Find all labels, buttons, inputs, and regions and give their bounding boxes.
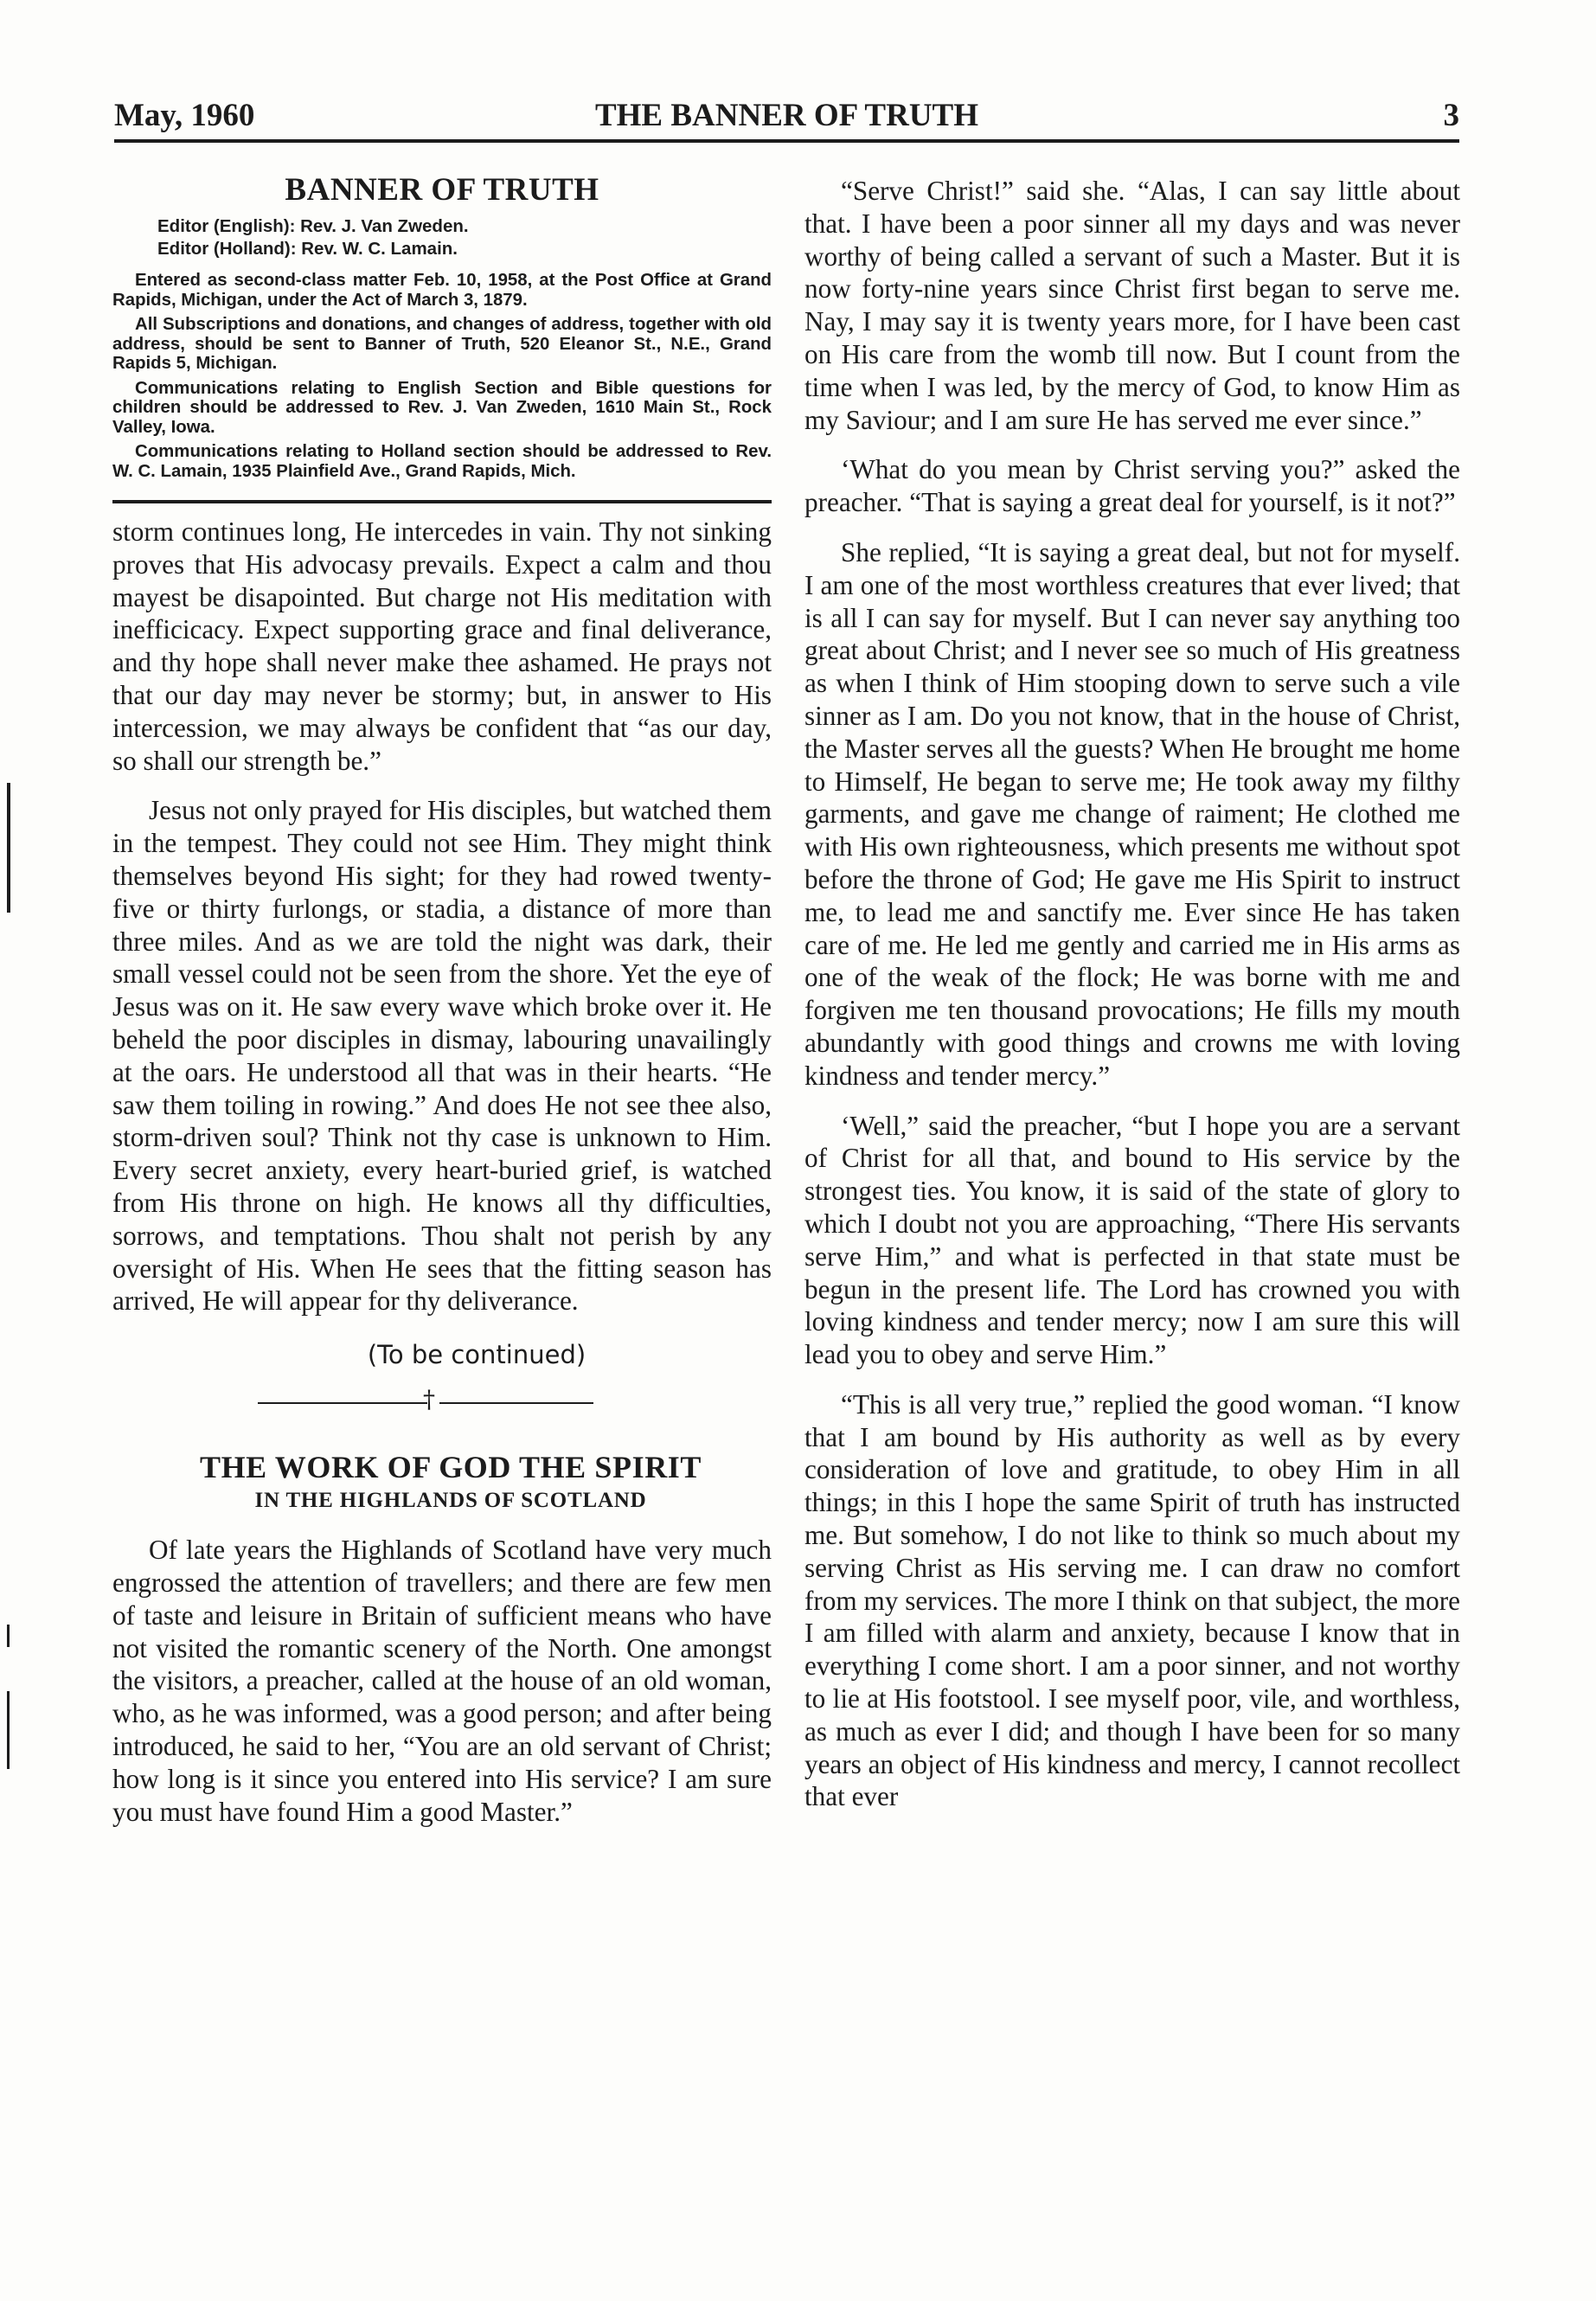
- running-header: [114, 97, 1459, 142]
- notice-english-section: Communications relating to English Section and Bible questions for children should be addressed to Rev. J. Van Zweden, 1610 Main St., Rock Valley, Iowa.: [112, 378, 772, 437]
- header-rule: [114, 139, 1459, 143]
- publication-title: THE BANNER OF TRUTH: [594, 98, 979, 133]
- notice-entry: Entered as second-class matter Feb. 10, 1958, at the Post Office at Grand Rapids, Michigan, under the Act of March 3, 1879.: [112, 271, 772, 310]
- scan-mark: [7, 1625, 10, 1647]
- editor-holland: Editor (Holland): Rev. W. C. Lamain.: [157, 239, 458, 259]
- article-subtitle: IN THE HIGHLANDS OF SCOTLAND: [254, 1489, 647, 1513]
- paragraph-preacher-question: ‘What do you mean by Christ serving you?” asked the preacher. “That is saying a great deal for yourself, is it not?”: [804, 454, 1460, 518]
- paragraph-preacher-well: ‘Well,” said the preacher, “but I hope you are a servant of Christ for all that, and bound to His service by the strongest ties. You know, it is said of the state of glory to which I doubt not you are approaching, “There His servants serve Him,” and what is perfected in that state must be begun in the present life. The Lord has crowned you with loving kindness and tender mercy; now I am sure this will lead you to obey and serve Him.”: [804, 1110, 1460, 1370]
- separator-line-left: [258, 1402, 427, 1404]
- paragraph-jesus-watched: Jesus not only prayed for His disciples, but watched them in the tempest. They could not see Him. They might think themselves beyond His sight; for they had rowed twenty-five or thirty furlongs, or stadia, a distance of more than three miles. And as we are told the night was dark, their small vessel could not be seen from the shore. Yet the eye of Jesus was on it. He saw every wave which broke over it. He beheld the poor disciples in dismay, labouring unavailingly at the oars. He understood all that was in their hearts. “He saw them toiling in rowing.” And does He not see thee also, storm-driven soul? Think not thy case is unknown to Him. Every secret anxiety, every heart-buried grief, is watched from His throne on high. He knows all thy difficulties, sorrows, and temptations. Thou shalt not perish by any oversight of His. When He sees that the fitting season has arrived, He will appear for thy deliverance.: [112, 795, 772, 1317]
- section-separator: [112, 1385, 772, 1420]
- right-column: [804, 175, 1460, 1813]
- masthead: [112, 171, 772, 503]
- paragraph-she-replied: She replied, “It is saying a great deal, but not for myself. I am one of the most worthless creatures that ever lived; that is all I can say for myself. But I can never say anything too great about Christ; and I never see so much of His greatness as when I think of Him stooping down to serve such a vile sinner as I am. Do you not know, that in the house of Christ, the Master serves all the guests? When He brought me home to Himself, He began to serve me; He took away my filthy garments, and gave me change of raiment; He clothed me with His own righteousness, which presents me without spot before the throne of God; He gave me His Spirit to instruct me, to lead me and sanctify me. Ever since He has taken care of me. He led me gently and carried me in His arms as one of the weak of the flock; He was borne with me and forgiven me ten thousand provocations; He fills my mouth abundantly with good things and crowns me with loving kindness and tender mercy.”: [804, 536, 1460, 1091]
- scan-mark: [7, 1691, 10, 1769]
- masthead-rule: [112, 500, 772, 503]
- article-title: THE WORK OF GOD THE SPIRIT: [199, 1450, 702, 1485]
- issue-date: May, 1960: [114, 98, 255, 133]
- notice-holland-section: Communications relating to Holland section should be addressed to Rev. W. C. Lamain, 1935 Plainfield Ave., Grand Rapids, Mich.: [112, 442, 772, 481]
- dagger-glyph: †: [423, 1385, 435, 1414]
- editor-english: Editor (English): Rev. J. Van Zweden.: [157, 216, 469, 236]
- to-be-continued: (To be continued): [367, 1340, 586, 1370]
- notice-subscriptions: All Subscriptions and donations, and changes of address, together with old address, should be sent to Banner of Truth, 520 Eleanor St., N.E., Grand Rapids 5, Michigan.: [112, 315, 772, 373]
- separator-line-right: [439, 1402, 593, 1404]
- masthead-title: BANNER OF TRUTH: [285, 172, 599, 208]
- paragraph-serve-christ: “Serve Christ!” said she. “Alas, I can say little about that. I have been a poor sinner all my days and was never worthy of being called a servant of such a Master. But it is now forty-nine years since Christ first began to serve me. Nay, I may say it is twenty years more, for I have been cast on His care from the womb till now. But I count from the time when I was led, by the mercy of God, to know Him as my Saviour; and I am sure He has served me ever since.”: [804, 176, 1460, 435]
- article-paragraph-1: Of late years the Highlands of Scotland have very much engrossed the attention of travellers; and there are few men of taste and leisure in Britain of sufficient means who have not visited the romantic scenery of the North. One amongst the visitors, a preacher, called at the house of an old woman, who, as he was informed, was a good person; and after being introduced, he said to her, “You are an old servant of Christ; how long is it since you entered into His service? I am sure you must have found Him a good Master.”: [112, 1535, 772, 1827]
- left-column: [112, 164, 772, 1828]
- page-number: 3: [1443, 98, 1459, 133]
- scan-mark: [7, 783, 10, 913]
- paragraph-good-woman: “This is all very true,” replied the good woman. “I know that I am bound by His authority as well as by every consideration of love and gratitude, to obey Him in all things; in this I hope the same Spirit of truth has instructed me. But somehow, I do not like to think so much about my serving Christ as His serving me. I can draw no comfort from my services. The more I think on that subject, the more I am filled with alarm and anxiety, because I know that in everything I come short. I am a poor sinner, and not worthy to lie at His footstool. I see myself poor, vile, and worthless, as much as ever I did; and though I have been for so many years an object of His kindness and mercy, I cannot recollect that ever: [804, 1388, 1460, 1812]
- continued-paragraph: storm continues long, He intercedes in vain. Thy not sinking proves that His advocasy prevails. Expect a calm and thou mayest be disapointed. But charge not His meditation with inefficicacy. Expect supporting grace and final deliverance, and thy hope shall never make thee ashamed. He prays not that our day may never be stormy; but, in answer to His intercession, we may always be confident that “as our day, so shall our strength be.”: [112, 516, 772, 776]
